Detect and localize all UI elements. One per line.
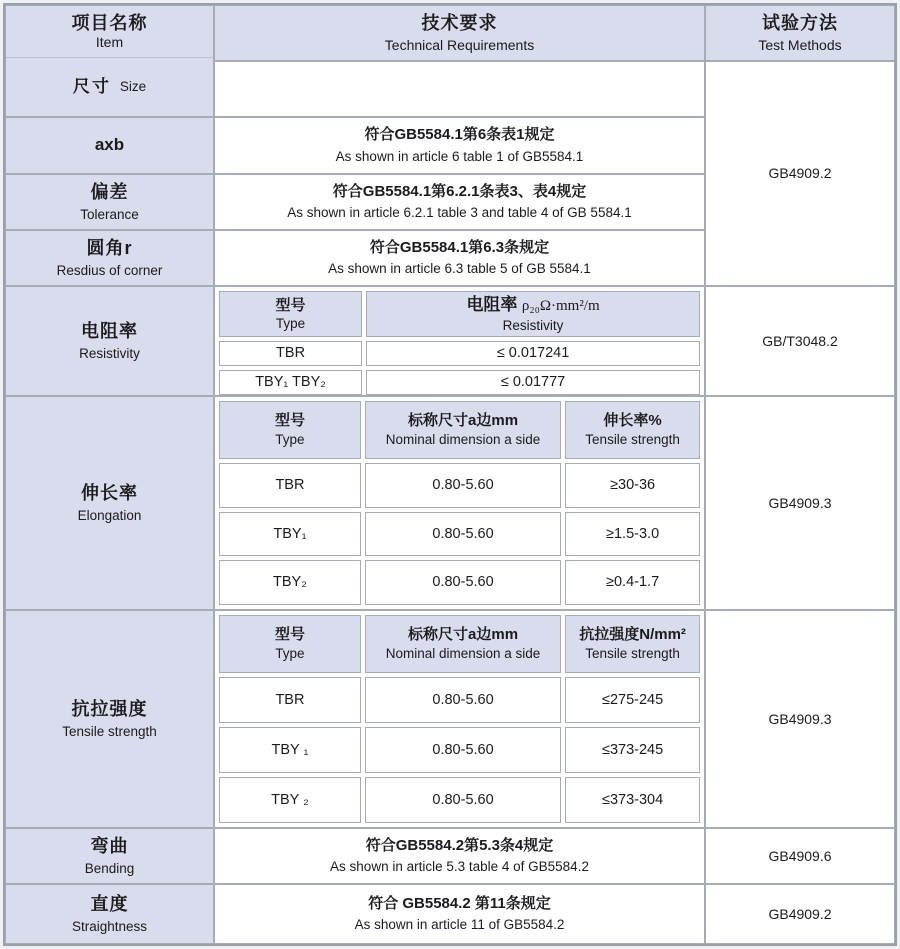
straightness-label-zh: 直度 xyxy=(90,894,129,915)
elongation-tby2-dim: 0.80-5.60 xyxy=(365,560,561,605)
tolerance-requirement-cell xyxy=(214,174,705,230)
spec-table xyxy=(3,3,897,946)
tolerance-req-en: As shown in article 6.2.1 table 3 and table 4 of GB 5584.1 xyxy=(287,205,632,221)
resistivity-row-tby xyxy=(219,370,700,395)
test-header-zh: 试验方法 xyxy=(762,13,838,34)
bending-label-zh: 弯曲 xyxy=(90,836,129,857)
elongation-tby1-dim: 0.80-5.60 xyxy=(365,512,561,557)
resistivity-unit: ρ₂₀Ω·mm²/m xyxy=(521,298,600,314)
size-row-label xyxy=(6,58,213,116)
resistivity-col-value-en: Resistivity xyxy=(502,317,564,333)
straightness-item-cell xyxy=(5,884,214,944)
tensile-tbr-type: TBR xyxy=(219,677,361,723)
elongation-tbr-dim: 0.80-5.60 xyxy=(365,463,561,508)
resistivity-row-tbr xyxy=(219,341,700,366)
dimension-test-method: GB4909.2 xyxy=(768,165,832,182)
straightness-label-en: Straightness xyxy=(71,918,148,934)
resistivity-table xyxy=(215,287,704,399)
test-header-en: Test Methods xyxy=(758,36,842,53)
tensile-test-method-cell xyxy=(705,610,895,828)
axb-label: axb xyxy=(94,135,125,155)
elongation-col-dim-header xyxy=(365,401,561,459)
resistivity-tby-value: ≤ 0.01777 xyxy=(366,370,700,395)
tensile-col-dim-zh: 标称尺寸a边mm xyxy=(408,626,519,644)
resistivity-col-value-zh: 电阻率 xyxy=(466,295,518,314)
item-header xyxy=(6,6,213,58)
tensile-row-tby2 xyxy=(219,777,700,823)
resistivity-label-zh: 电阻率 xyxy=(81,321,138,342)
elongation-col-dim-zh: 标称尺寸a边mm xyxy=(408,412,519,430)
elongation-col-value-zh: 伸长率% xyxy=(603,412,662,430)
item-header-zh: 项目名称 xyxy=(71,12,148,33)
bending-test-method: GB4909.6 xyxy=(768,847,832,864)
tensile-table-cell xyxy=(214,610,705,828)
elongation-test-method: GB4909.3 xyxy=(768,494,832,511)
elongation-col-type-header xyxy=(219,401,361,459)
resistivity-tby-type: TBY₁ TBY₂ xyxy=(219,370,362,395)
resistivity-label-en: Resistivity xyxy=(79,345,140,361)
tensile-tbr-dim: 0.80-5.60 xyxy=(365,677,561,723)
tolerance-req-zh: 符合GB5584.1第6.2.1条表3、表4规定 xyxy=(332,182,587,200)
dimension-test-method-cell xyxy=(705,61,895,286)
axb-req-en: As shown in article 6 table 1 of GB5584.1 xyxy=(335,148,584,164)
tech-header-en: Technical Requirements xyxy=(384,36,535,53)
resistivity-tbr-value: ≤ 0.017241 xyxy=(366,341,700,366)
bending-label-en: Bending xyxy=(84,860,135,876)
item-header-en: Item xyxy=(95,34,124,50)
straightness-test-method-cell xyxy=(705,884,895,944)
straightness-requirement-cell xyxy=(214,884,705,944)
tensile-label-zh: 抗拉强度 xyxy=(71,699,148,720)
resistivity-item-cell xyxy=(5,286,214,396)
elongation-label-en: Elongation xyxy=(77,507,142,523)
tensile-test-method: GB4909.3 xyxy=(768,710,832,727)
tensile-item-cell xyxy=(5,610,214,828)
elongation-row-tby1 xyxy=(219,512,700,557)
corner-radius-label-zh: 圆角r xyxy=(86,238,133,259)
elongation-test-method-cell xyxy=(705,396,895,610)
tensile-tby2-type: TBY ₂ xyxy=(219,777,361,823)
technical-requirements-header xyxy=(214,5,705,61)
resistivity-table-cell xyxy=(214,286,705,396)
elongation-tbr-type: TBR xyxy=(219,463,361,508)
tolerance-item-cell xyxy=(5,174,214,230)
tensile-tby2-value: ≤373-304 xyxy=(565,777,700,823)
tensile-tby1-dim: 0.80-5.60 xyxy=(365,727,561,773)
resistivity-col-type-header xyxy=(219,291,362,337)
tensile-col-type-zh: 型号 xyxy=(274,626,305,644)
bending-item-cell xyxy=(5,828,214,884)
tensile-col-value-header xyxy=(565,615,700,673)
axb-requirement-cell xyxy=(214,117,705,174)
elongation-tby2-value: ≥0.4-1.7 xyxy=(565,560,700,605)
bending-req-en: As shown in article 5.3 table 4 of GB5584.2 xyxy=(330,859,589,875)
elongation-tbr-value: ≥30-36 xyxy=(565,463,700,508)
tensile-label-en: Tensile strength xyxy=(62,723,157,739)
tensile-row-tby1 xyxy=(219,727,700,773)
elongation-tby2-type: TBY₂ xyxy=(219,560,361,605)
resistivity-col-type-zh: 型号 xyxy=(275,296,306,314)
tech-header-zh: 技术要求 xyxy=(421,13,498,34)
tensile-col-value-en: Tensile strength xyxy=(585,645,680,661)
tensile-col-dim-header xyxy=(365,615,561,673)
corner-radius-req-zh: 符合GB5584.1第6.3条规定 xyxy=(369,238,550,256)
elongation-col-type-en: Type xyxy=(275,431,305,447)
tensile-col-type-en: Type xyxy=(275,645,305,661)
resistivity-col-value-header xyxy=(366,291,700,337)
axb-item-cell xyxy=(5,117,214,174)
tensile-row-tbr xyxy=(219,677,700,723)
tolerance-label-en: Tolerance xyxy=(80,206,139,222)
elongation-col-type-zh: 型号 xyxy=(274,412,305,430)
corner-radius-requirement-cell xyxy=(214,230,705,286)
tensile-col-value-zh: 抗拉强度N/mm² xyxy=(579,626,686,644)
tensile-table xyxy=(215,611,704,827)
axb-req-zh: 符合GB5584.1第6条表1规定 xyxy=(364,126,555,144)
elongation-row-tbr xyxy=(219,463,700,508)
elongation-table xyxy=(215,397,704,609)
tensile-tby1-type: TBY ₁ xyxy=(219,727,361,773)
elongation-col-value-header xyxy=(565,401,700,459)
tensile-col-type-header xyxy=(219,615,361,673)
elongation-tby1-type: TBY₁ xyxy=(219,512,361,557)
straightness-req-en: As shown in article 11 of GB5584.2 xyxy=(354,917,565,933)
elongation-tby1-value: ≥1.5-3.0 xyxy=(565,512,700,557)
resistivity-tbr-type: TBR xyxy=(219,341,362,366)
bending-requirement-cell xyxy=(214,828,705,884)
tensile-tbr-value: ≤275-245 xyxy=(565,677,700,723)
tensile-tby1-value: ≤373-245 xyxy=(565,727,700,773)
elongation-row-tby2 xyxy=(219,560,700,605)
test-methods-header xyxy=(705,5,895,61)
resistivity-col-type-en: Type xyxy=(275,316,306,332)
corner-radius-label-en: Resdius of corner xyxy=(56,262,163,278)
tolerance-label-zh: 偏差 xyxy=(90,182,129,203)
bending-test-method-cell xyxy=(705,828,895,884)
resistivity-test-method: GB/T3048.2 xyxy=(762,332,838,349)
corner-radius-req-en: As shown in article 6.3 table 5 of GB 5584.1 xyxy=(328,261,591,277)
elongation-label-zh: 伸长率 xyxy=(81,483,138,504)
elongation-col-dim-en: Nominal dimension a side xyxy=(385,431,541,447)
tensile-col-dim-en: Nominal dimension a side xyxy=(385,645,541,661)
resistivity-test-method-cell xyxy=(705,286,895,396)
straightness-test-method: GB4909.2 xyxy=(768,905,832,922)
straightness-req-zh: 符合 GB5584.2 第11条规定 xyxy=(368,894,551,912)
elongation-item-cell xyxy=(5,396,214,610)
item-header-cell xyxy=(5,5,214,117)
bending-req-zh: 符合GB5584.2第5.3条4规定 xyxy=(365,836,554,854)
tensile-tby2-dim: 0.80-5.60 xyxy=(365,777,561,823)
corner-radius-item-cell xyxy=(5,230,214,286)
size-label-zh: 尺寸 xyxy=(72,76,111,96)
elongation-col-value-en: Tensile strength xyxy=(585,431,680,447)
elongation-table-cell xyxy=(214,396,705,610)
size-label-en: Size xyxy=(119,78,147,94)
size-requirement-cell xyxy=(214,61,705,117)
